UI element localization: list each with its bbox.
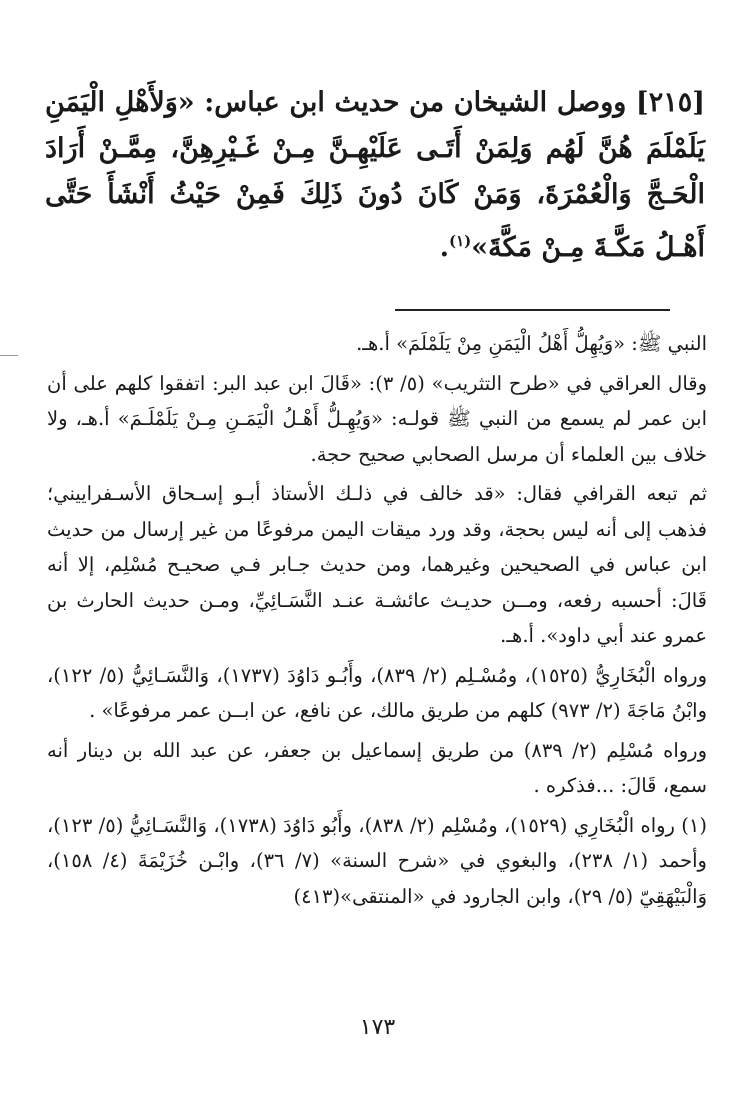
main-paragraph (45, 80, 705, 271)
note-muslim-route: ورواه مُسْلِم (٢/ ٨٣٩) من طريق إسماعيل بن جعفر، عن عبد الله بن دينار أنه سمع، قَالَ: ...فذكره . (47, 738, 707, 797)
footnote-separator (395, 309, 670, 311)
note-bukhari-route: ورواه الْبُخَارِيُّ (١٥٢٥)، ومُسْـلِم (٢/ ٨٣٩)، وأَبُـو دَاوُدَ (١٧٣٧)، وَالنَّسَـائِيُّ (٥/ ١٢٢)، وابْنُ مَاجَةَ (٢/ ٩٧٣) كلهم من طريق مالك، عن نافع، عن ابــن عمر مرفوعًا» . (47, 663, 708, 722)
sentence-end: . (439, 232, 449, 263)
footnotes (47, 326, 707, 914)
margin-line (0, 355, 18, 356)
page-number: ١٧٣ (359, 1015, 396, 1040)
note-continuation: النبي ﷺ: «وَيُهِلُّ أَهْلُ الْيَمَنِ مِنْ يَلَمْلَمَ» أ.هـ. (356, 332, 707, 355)
hadith-text: ووصل الشيخان من حديث ابن عباس: «وَلأَهْلِ الْيَمَنِ يَلَمْلَمَ هُنَّ لَهُم وَلِمَنْ أَتَـى عَلَيْهِـنَّ مِـنْ غَـيْرِهِنَّ، مِمَّـنْ أَرَادَ الْحَـجَّ وَالْعُمْرَةَ، وَمَنْ كَانَ دُونَ ذَلِكَ فَمِنْ حَيْثُ أَنْشَأَ حَتَّى أَهْـلُ مَكَّـةَ مِـنْ مَكَّةَ» (45, 87, 705, 263)
hadith-number: [٢١٥] (635, 87, 705, 118)
note-qarafi: ثم تبعه القرافي فقال: «قد خالف في ذلـك الأستاذ أبـو إسـحاق الأسـفراييني؛ فذهب إلى أنه ليس بحجة، وقد ورد ميقات اليمن مرفوعًا من غير إرسال من حديث ابن عباس في الصحيحين وغيرهما، ومن حديث جـابر فـي صحيـح مُسْلِم، إلا أنه قَالَ: أحسبه رفعه، ومــن حديـث عائشـة عنـد النَّسَـائِيِّ، ومـن حديث الحارث بن عمرو عند أبي داود». أ.هـ. (47, 482, 707, 647)
note-iraqi: وقال العراقي في «طرح التثريب» (٥/ ٣): «قَالَ ابن عبد البر: اتفقوا كلهم على أن ابن عمر لم يسمع من النبي ﷺ قولـه: «وَيُهِـلُّ أَهْـلُ الْيَمَـنِ مِـنْ يَلَمْلَـمَ» أ.هـ، ولا خلاف بين العلماء أن مرسل الصحابي صحيح حجة. (47, 371, 708, 466)
footnote-reference: (١) (449, 232, 472, 250)
footnote-1: (١) رواه الْبُخَارِي (١٥٢٩)، ومُسْلِم (٢/ ٨٣٨)، وأَبُو دَاوُدَ (١٧٣٨)، وَالنَّسَـائِيُّ (٥/ ١٢٣)، وأحمد (١/ ٢٣٨)، والبغوي في «شرح السنة» (٧/ ٣٦)، وابْـن خُزَيْمَةَ (٤/ ١٥٨)، وَالْبَيْهَقِيّ (٥/ ٢٩)، وابن الجارود في «المنتقى»(٤١٣) (47, 813, 707, 908)
